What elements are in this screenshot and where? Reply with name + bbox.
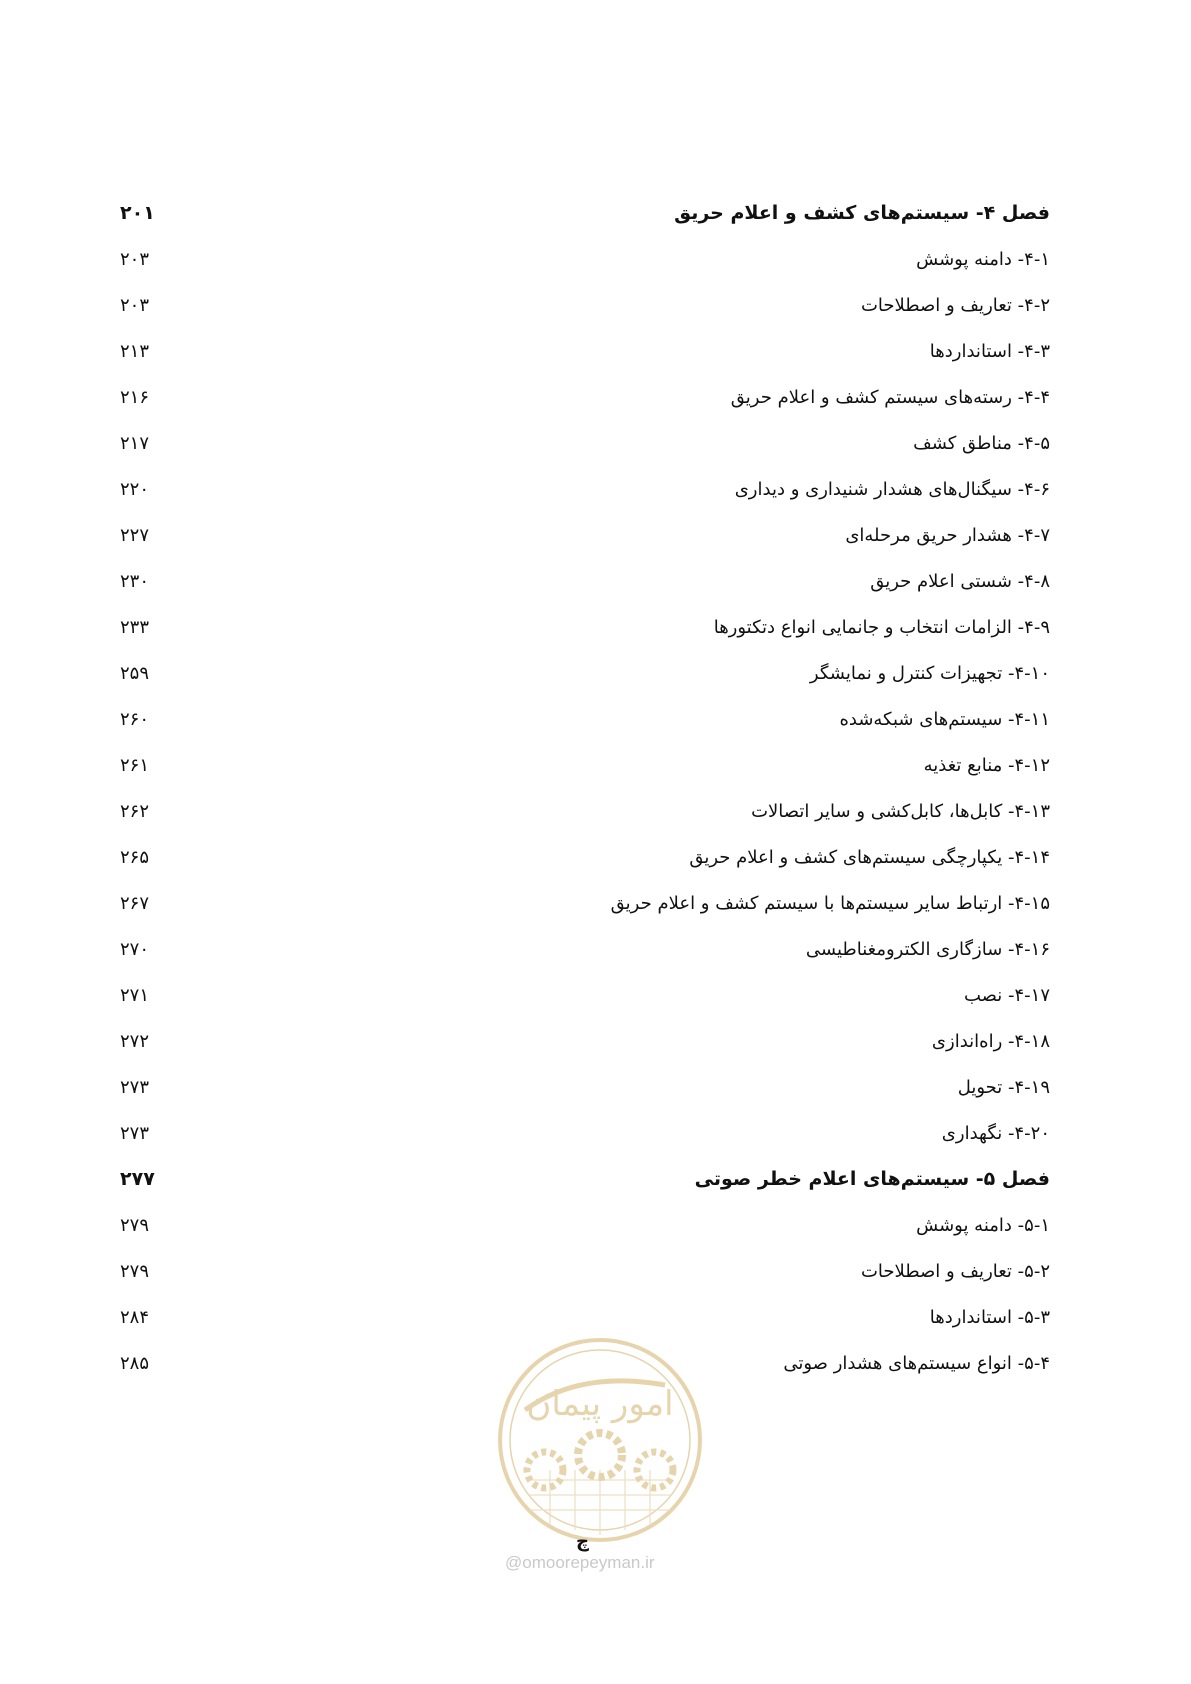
- watermark-logo: [490, 1330, 710, 1590]
- toc-page-number: ۲۱۳: [120, 340, 150, 362]
- toc-page-number: ۲۵۹: [120, 662, 150, 684]
- seal-icon: [490, 1330, 710, 1560]
- toc-title: ۴-۱۰- تجهیزات کنترل و نمایشگر: [809, 662, 1050, 684]
- toc-title: ۵-۱- دامنه پوشش: [916, 1214, 1050, 1236]
- toc-title: ۴-۱۳- کابل‌ها، کابل‌کشی و سایر اتصالات: [751, 800, 1050, 822]
- toc-title: ۴-۱۶- سازگاری الکترومغناطیسی: [805, 938, 1050, 960]
- toc-row[interactable]: [120, 658, 1050, 688]
- toc-title: ۴-۵- مناطق کشف: [913, 432, 1050, 454]
- svg-text:امور پیمان: امور پیمان: [526, 1384, 674, 1424]
- toc-title: ۴-۱- دامنه پوشش: [916, 248, 1050, 270]
- toc-page-number: ۲۷۷: [120, 1168, 155, 1190]
- toc-page-number: ۲۲۷: [120, 524, 150, 546]
- toc-row[interactable]: [120, 1026, 1050, 1056]
- toc-row[interactable]: [120, 520, 1050, 550]
- toc-row[interactable]: [120, 934, 1050, 964]
- toc-page-number: ۲۶۱: [120, 754, 150, 776]
- toc-chapter-row[interactable]: [120, 1164, 1050, 1194]
- toc-page-number: ۲۶۷: [120, 892, 150, 914]
- toc-row[interactable]: [120, 980, 1050, 1010]
- toc-row[interactable]: [120, 704, 1050, 734]
- toc-row[interactable]: [120, 290, 1050, 320]
- toc-title: ۵-۲- تعاریف و اصطلاحات: [860, 1260, 1050, 1282]
- toc-page-number: ۲۸۴: [120, 1306, 150, 1328]
- page-letter: چ: [576, 1531, 589, 1552]
- toc-title: ۴-۹- الزامات انتخاب و جانمایی انواع دتکتورها: [713, 616, 1050, 638]
- toc-title: ۴-۱۹- تحویل: [957, 1076, 1050, 1098]
- toc-row[interactable]: [120, 796, 1050, 826]
- toc-title: ۵-۳- استانداردها: [929, 1306, 1050, 1328]
- toc-page-number: ۲۰۳: [120, 248, 150, 270]
- toc-page-number: ۲۶۲: [120, 800, 150, 822]
- toc-row[interactable]: [120, 244, 1050, 274]
- toc-page-number: ۲۶۰: [120, 708, 150, 730]
- toc-title: ۴-۱۱- سیستم‌های شبکه‌شده: [839, 708, 1050, 730]
- toc-page-number: ۲۷۳: [120, 1076, 150, 1098]
- toc-row[interactable]: [120, 336, 1050, 366]
- toc-page-number: ۲۷۰: [120, 938, 150, 960]
- toc-row[interactable]: [120, 842, 1050, 872]
- toc-page-number: ۲۲۰: [120, 478, 150, 500]
- toc-page-number: ۲۳۰: [120, 570, 150, 592]
- toc-title: ۴-۴- رسته‌های سیستم کشف و اعلام حریق: [730, 386, 1050, 408]
- toc-title: ۴-۲- تعاریف و اصطلاحات: [860, 294, 1050, 316]
- toc-page-number: ۲۷۲: [120, 1030, 150, 1052]
- toc-page-number: ۲۱۶: [120, 386, 150, 408]
- toc-row[interactable]: [120, 612, 1050, 642]
- toc-page-number: ۲۰۱: [120, 202, 155, 224]
- toc-title: ۴-۷- هشدار حریق مرحله‌ای: [845, 524, 1050, 546]
- watermark-site: @omoorepeyman.ir: [505, 1553, 655, 1572]
- toc-row[interactable]: [120, 1118, 1050, 1148]
- toc-page-number: ۲۰۳: [120, 294, 150, 316]
- toc-title: ۴-۳- استانداردها: [929, 340, 1050, 362]
- toc-row[interactable]: [120, 566, 1050, 596]
- toc-page-number: ۲۷۱: [120, 984, 150, 1006]
- toc-page-number: ۲۶۵: [120, 846, 150, 868]
- toc-title: ۴-۱۲- منابع تغذیه: [923, 754, 1050, 776]
- toc-row[interactable]: [120, 888, 1050, 918]
- toc-row[interactable]: [120, 474, 1050, 504]
- toc-title: ۴-۲۰- نگهداری: [941, 1122, 1050, 1144]
- toc-page-number: ۲۳۳: [120, 616, 150, 638]
- toc-row[interactable]: [120, 1072, 1050, 1102]
- toc-page-number: ۲۷۳: [120, 1122, 150, 1144]
- toc-title: ۵-۴- انواع سیستم‌های هشدار صوتی: [783, 1352, 1050, 1374]
- toc-title: ۴-۱۵- ارتباط سایر سیستم‌ها با سیستم کشف و اعلام حریق: [610, 892, 1050, 914]
- toc-title: ۴-۱۴- یکپارچگی سیستم‌های کشف و اعلام حریق: [689, 846, 1050, 868]
- toc-chapter-row[interactable]: [120, 198, 1050, 228]
- toc-title: ۴-۶- سیگنال‌های هشدار شنیداری و دیداری: [734, 478, 1050, 500]
- toc-row[interactable]: [120, 428, 1050, 458]
- toc-page-number: ۲۷۹: [120, 1214, 150, 1236]
- toc-title: فصل ۴- سیستم‌های کشف و اعلام حریق: [674, 202, 1050, 224]
- toc-title: ۴-۸- شستی اعلام حریق: [870, 570, 1050, 592]
- toc-row[interactable]: [120, 1302, 1050, 1332]
- toc-title: ۴-۱۷- نصب: [963, 984, 1050, 1006]
- toc-row[interactable]: [120, 1256, 1050, 1286]
- toc-row[interactable]: [120, 382, 1050, 412]
- toc-title: ۴-۱۸- راه‌اندازی: [931, 1030, 1050, 1052]
- toc-row[interactable]: [120, 1210, 1050, 1240]
- toc-row[interactable]: [120, 750, 1050, 780]
- toc-page-number: ۲۱۷: [120, 432, 150, 454]
- toc-page-number: ۲۸۵: [120, 1352, 150, 1374]
- toc-page-number: ۲۷۹: [120, 1260, 150, 1282]
- toc-title: فصل ۵- سیستم‌های اعلام خطر صوتی: [694, 1168, 1050, 1190]
